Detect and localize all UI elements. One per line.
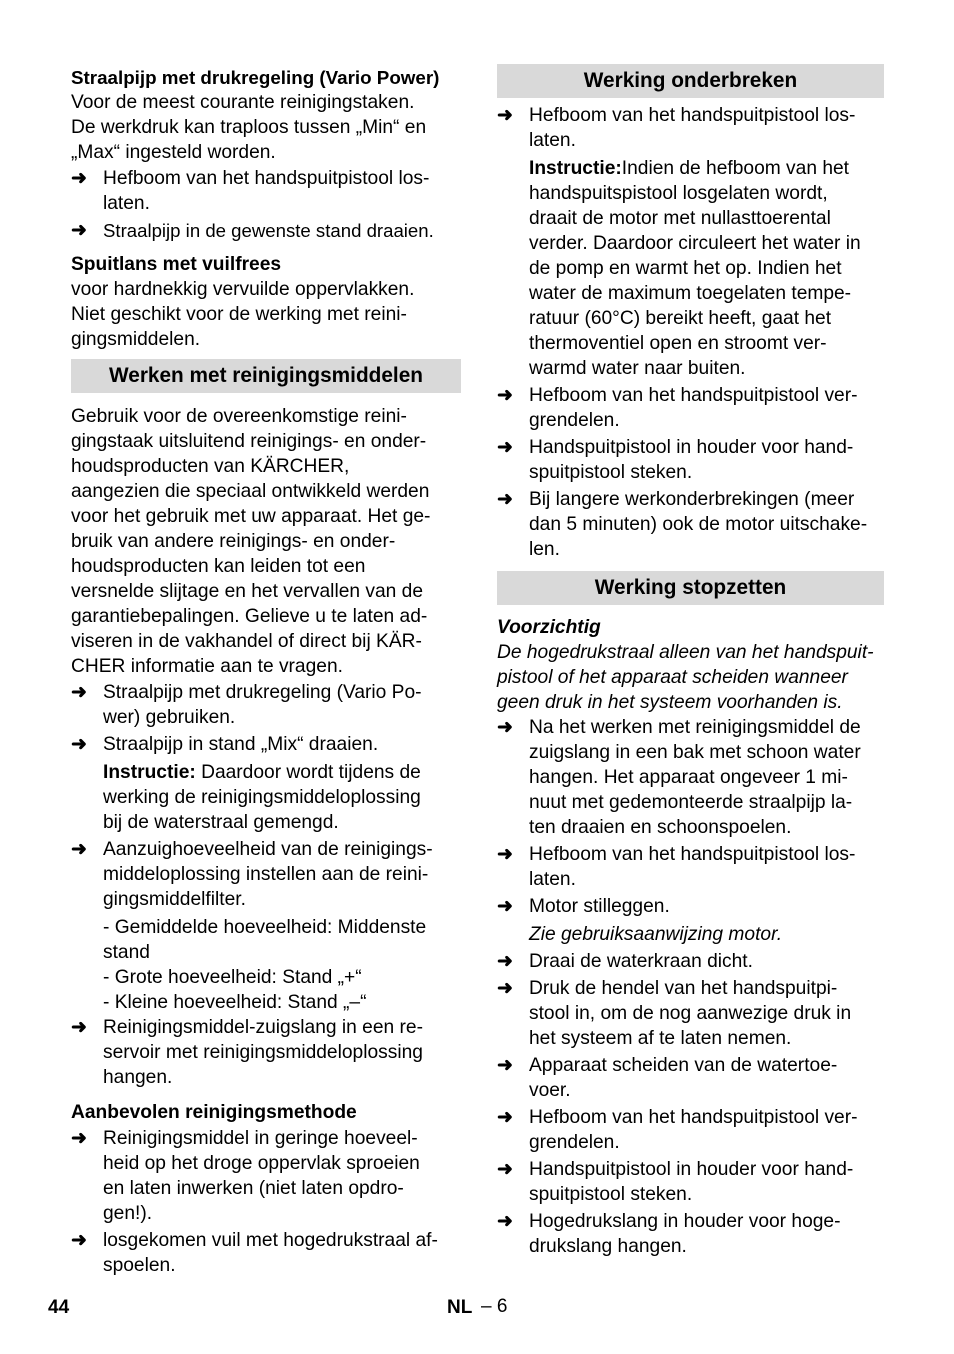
step-text: spuitpistool steken. <box>529 462 693 483</box>
paragraph-line: bruik van andere reinigings- en onder- <box>71 531 396 552</box>
arrow-right-icon: ➜ <box>71 220 87 241</box>
step-text: hangen. Het apparaat ongeveer 1 mi- <box>529 767 848 788</box>
step-text: gingsmiddelfilter. <box>103 889 246 910</box>
step-item <box>497 894 884 919</box>
body-paragraph <box>71 404 461 679</box>
step-text: gen!). <box>103 1203 153 1224</box>
instruction-text: handspuitspistool losgelaten wordt, <box>529 183 828 204</box>
step-text: Hogedrukslang in houder voor hoge- <box>529 1211 841 1232</box>
step-text: het systeem af te laten nemen. <box>529 1028 792 1049</box>
instruction-text: ratuur (60°C) bereikt heeft, gaat het <box>529 308 832 329</box>
instruction-text: warmd water naar buiten. <box>529 358 746 379</box>
step-text: Na het werken met reinigingsmiddel de <box>529 717 861 738</box>
step-text: Hefboom van het handspuitpistool ver- <box>529 385 858 406</box>
instruction-text: werking de reinigingsmiddeloplossing <box>103 787 421 808</box>
step-text: wer) gebruiken. <box>103 707 236 728</box>
paragraph-line: viseren in de vakhandel of direct bij KÄR- <box>71 631 422 652</box>
step-text: servoir met reinigingsmiddeloplossing <box>103 1042 423 1063</box>
step-text: grendelen. <box>529 1132 620 1153</box>
step-text: Straalpijp in de gewenste stand draaien. <box>103 220 434 241</box>
step-text: Reinigingsmiddel-zuigslang in een re- <box>103 1017 423 1038</box>
paragraph-line: Gebruik voor de overeenkomstige reini- <box>71 406 407 427</box>
step-text: Druk de hendel van het handspuitpi- <box>529 978 838 999</box>
step-text: en laten inwerken (niet laten opdro- <box>103 1178 404 1199</box>
instruction-note <box>497 156 884 381</box>
step-text: voer. <box>529 1080 571 1101</box>
instruction-text: water de maximum toegelaten tempe- <box>529 283 852 304</box>
step-item <box>71 1015 461 1090</box>
reference-note: Zie gebruiksaanwijzing motor. <box>529 924 783 945</box>
step-item <box>71 732 461 757</box>
step-item <box>497 976 884 1051</box>
arrow-right-icon: ➜ <box>71 682 87 703</box>
paragraph-line: versnelde slijtage en het vervallen van de <box>71 581 423 602</box>
step-item <box>497 1105 884 1155</box>
step-text: Hefboom van het handspuitpistool los- <box>529 105 856 126</box>
step-text: middeloplossing instellen aan de reini- <box>103 864 429 885</box>
step-text: Bij langere werkonderbrekingen (meer <box>529 489 855 510</box>
step-text: len. <box>529 539 560 560</box>
step-text: Hefboom van het handspuitpistool los- <box>103 168 430 189</box>
step-text: zuigslang in een bak met schoon water <box>529 742 861 763</box>
language-code: NL <box>447 1297 473 1318</box>
arrow-right-icon: ➜ <box>497 951 513 972</box>
paragraph-line: „Max“ ingesteld worden. <box>71 142 276 163</box>
step-text: Straalpijp in stand „Mix“ draaien. <box>103 734 379 755</box>
step-text: Aanzuighoeveelheid van de reinigings- <box>103 839 433 860</box>
step-item <box>497 435 884 485</box>
arrow-right-icon: ➜ <box>497 437 513 458</box>
step-item <box>497 487 884 562</box>
step-item <box>71 680 461 730</box>
instruction-text: bij de waterstraal gemengd. <box>103 812 339 833</box>
step-text: Apparaat scheiden van de watertoe- <box>529 1055 838 1076</box>
step-text: Hefboom van het handspuitpistool los- <box>529 844 856 865</box>
option-item: - Kleine hoeveelheid: Stand „–“ <box>103 992 367 1013</box>
arrow-right-icon: ➜ <box>497 844 513 865</box>
arrow-right-icon: ➜ <box>497 489 513 510</box>
section-heading-onderbreken: Werking onderbreken <box>497 64 884 98</box>
step-text: Straalpijp met drukregeling (Vario Po- <box>103 682 422 703</box>
caution-text: geen druk in het systeem voorhanden is. <box>497 692 843 713</box>
paragraph-line: Niet geschikt voor de werking met reini- <box>71 304 407 325</box>
step-text: laten. <box>529 130 576 151</box>
step-item <box>497 1157 884 1207</box>
step-text: heid op het droge oppervlak sproeien <box>103 1153 420 1174</box>
arrow-right-icon: ➜ <box>71 1017 87 1038</box>
arrow-right-icon: ➜ <box>71 839 87 860</box>
caution-text: pistool of het apparaat scheiden wanneer <box>497 667 848 688</box>
section-heading-stopzetten: Werking stopzetten <box>497 571 884 605</box>
caution-text: De hogedrukstraal alleen van het handspuit- <box>497 642 874 663</box>
arrow-right-icon: ➜ <box>497 385 513 406</box>
arrow-right-icon: ➜ <box>71 734 87 755</box>
step-item <box>71 166 461 216</box>
step-item <box>497 949 884 974</box>
step-text: spoelen. <box>103 1255 176 1276</box>
section-title-reinigingsmethode: Aanbevolen reinigingsmethode <box>71 1102 357 1123</box>
step-text: Motor stilleggen. <box>529 896 670 917</box>
paragraph-line: houdsproducten kan leiden tot een <box>71 556 366 577</box>
step-text: drukslang hangen. <box>529 1236 687 1257</box>
paragraph-line: garantiebepalingen. Gelieve u te laten ad- <box>71 606 428 627</box>
step-text: Draai de waterkraan dicht. <box>529 951 753 972</box>
arrow-right-icon: ➜ <box>497 717 513 738</box>
step-text: losgekomen vuil met hogedrukstraal af- <box>103 1230 438 1251</box>
instruction-label: Instructie: <box>103 762 196 783</box>
section-heading-reinigingsmiddelen: Werken met reinigingsmiddelen <box>71 359 461 393</box>
step-item <box>71 837 461 912</box>
arrow-right-icon: ➜ <box>497 1055 513 1076</box>
arrow-right-icon: ➜ <box>497 1211 513 1232</box>
instruction-label: Instructie: <box>529 158 622 179</box>
step-text: grendelen. <box>529 410 620 431</box>
step-item <box>71 218 461 243</box>
step-item <box>497 842 884 892</box>
step-text: Handspuitpistool in houder voor hand- <box>529 1159 854 1180</box>
paragraph-line: voor het gebruik met uw apparaat. Het ge- <box>71 506 431 527</box>
instruction-note <box>71 760 461 835</box>
arrow-right-icon: ➜ <box>497 1159 513 1180</box>
arrow-right-icon: ➜ <box>497 105 513 126</box>
step-item <box>497 715 884 840</box>
page-number: 44 <box>48 1297 70 1318</box>
option-item: stand <box>103 942 150 963</box>
paragraph-line: De werkdruk kan traploos tussen „Min“ en <box>71 117 427 138</box>
caution-title: Voorzichtig <box>497 617 601 638</box>
step-text: Reinigingsmiddel in geringe hoeveel- <box>103 1128 418 1149</box>
paragraph-line: CHER informatie aan te vragen. <box>71 656 343 677</box>
instruction-text: de pomp en warmt het op. Indien het <box>529 258 842 279</box>
section-title-spuitlans: Spuitlans met vuilfrees <box>71 254 282 275</box>
instruction-text: verder. Daardoor circuleert het water in <box>529 233 861 254</box>
step-text: ten draaien en schoonspoelen. <box>529 817 792 838</box>
right-column <box>497 64 884 1259</box>
instruction-text: Daardoor wordt tijdens de <box>195 762 421 783</box>
step-item <box>497 1053 884 1103</box>
option-item: - Gemiddelde hoeveelheid: Middenste <box>103 917 427 938</box>
step-item <box>71 1228 461 1278</box>
step-item <box>497 383 884 433</box>
instruction-text: thermoventiel open en stroomt ver- <box>529 333 827 354</box>
step-item <box>497 1209 884 1259</box>
step-text: stool in, om de nog aanwezige druk in <box>529 1003 852 1024</box>
instruction-text: Indien de hefboom van het <box>621 158 849 179</box>
step-text: spuitpistool steken. <box>529 1184 693 1205</box>
left-column <box>71 64 461 1278</box>
instruction-text: draait de motor met nullasttoerental <box>529 208 831 229</box>
paragraph-line: gingsmiddelen. <box>71 329 201 350</box>
step-text: Handspuitpistool in houder voor hand- <box>529 437 854 458</box>
arrow-right-icon: ➜ <box>497 896 513 917</box>
paragraph-line: voor hardnekkig vervuilde oppervlakken. <box>71 279 415 300</box>
paragraph-line: aangezien die speciaal ontwikkeld werden <box>71 481 430 502</box>
step-text: dan 5 minuten) ook de motor uitschake- <box>529 514 868 535</box>
sub-page-number: – 6 <box>481 1296 508 1317</box>
step-item <box>71 1126 461 1226</box>
step-text: nuut met gedemonteerde straalpijp la- <box>529 792 853 813</box>
step-text: laten. <box>103 193 150 214</box>
arrow-right-icon: ➜ <box>497 1107 513 1128</box>
option-item: - Grote hoeveelheid: Stand „+“ <box>103 967 362 988</box>
paragraph-line: houdsproducten van KÄRCHER, <box>71 456 350 477</box>
option-list <box>71 915 461 1015</box>
section-title-vario-power: Straalpijp met drukregeling (Vario Power) <box>71 67 440 88</box>
arrow-right-icon: ➜ <box>71 168 87 189</box>
paragraph-line: gingstaak uitsluitend reinigings- en onder- <box>71 431 427 452</box>
paragraph-line: Voor de meest courante reinigingstaken. <box>71 92 415 113</box>
step-item <box>497 103 884 153</box>
step-text: Hefboom van het handspuitpistool ver- <box>529 1107 858 1128</box>
step-text: laten. <box>529 869 576 890</box>
arrow-right-icon: ➜ <box>71 1230 87 1251</box>
arrow-right-icon: ➜ <box>71 1128 87 1149</box>
arrow-right-icon: ➜ <box>497 978 513 999</box>
step-text: hangen. <box>103 1067 173 1088</box>
